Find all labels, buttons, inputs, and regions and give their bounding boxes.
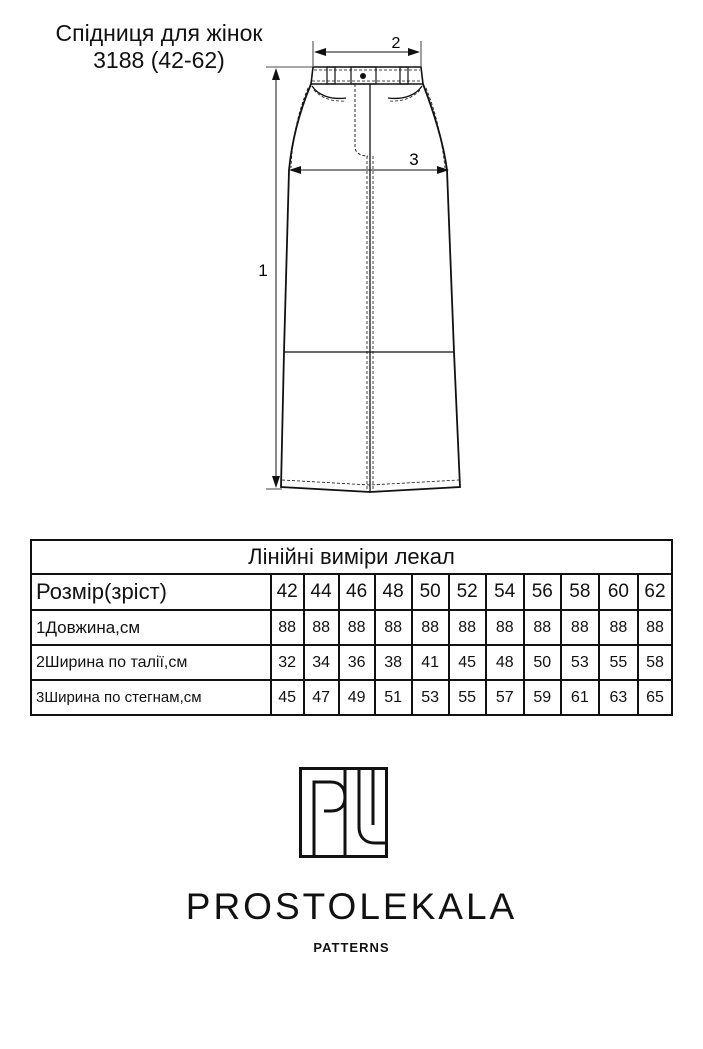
skirt-technical-drawing — [0, 0, 703, 520]
table-cell: 88 — [638, 610, 672, 645]
size-header-row — [31, 574, 672, 610]
table-cell: 45 — [271, 680, 304, 715]
table-cell: 45 — [449, 645, 486, 680]
button-icon — [360, 73, 366, 79]
table-cell: 58 — [638, 645, 672, 680]
table-cell: 88 — [524, 610, 561, 645]
table-cell: 34 — [304, 645, 339, 680]
size-cell: 58 — [561, 574, 599, 610]
product-title-line1: Спідниця для жінок — [55, 20, 263, 46]
table-cell: 51 — [375, 680, 412, 715]
size-cell: 54 — [486, 574, 524, 610]
size-cell: 56 — [524, 574, 561, 610]
size-cell: 52 — [449, 574, 486, 610]
table-cell: 41 — [412, 645, 449, 680]
table-cell: 55 — [599, 645, 638, 680]
brand-subtitle: PATTERNS — [313, 940, 390, 955]
table-cell: 88 — [304, 610, 339, 645]
size-cell: 48 — [375, 574, 412, 610]
table-cell: 88 — [412, 610, 449, 645]
table-cell: 88 — [271, 610, 304, 645]
row-label: 3Ширина по стегнам,см — [31, 680, 271, 715]
size-cell: 60 — [599, 574, 638, 610]
table-cell: 88 — [375, 610, 412, 645]
table-cell: 38 — [375, 645, 412, 680]
size-cell: 62 — [638, 574, 672, 610]
size-cell: 44 — [304, 574, 339, 610]
brand-name: PROSTOLEKALA — [185, 886, 518, 927]
table-cell: 65 — [638, 680, 672, 715]
table-cell: 57 — [486, 680, 524, 715]
row-label: 2Ширина по талії,см — [31, 645, 271, 680]
dimension-waist-label: 2 — [391, 35, 401, 52]
dimension-length-label: 1 — [258, 261, 268, 280]
table-cell: 63 — [599, 680, 638, 715]
row-label: 1Довжина,см — [31, 610, 271, 645]
table-cell: 59 — [524, 680, 561, 715]
size-cell: 42 — [271, 574, 304, 610]
table-row — [31, 610, 672, 645]
table-cell: 61 — [561, 680, 599, 715]
table-row — [31, 680, 672, 715]
table-cell: 88 — [599, 610, 638, 645]
table-cell: 47 — [304, 680, 339, 715]
table-cell: 50 — [524, 645, 561, 680]
table-cell: 55 — [449, 680, 486, 715]
table-cell: 36 — [339, 645, 375, 680]
size-header-label: Розмір(зріст) — [31, 574, 271, 610]
table-cell: 88 — [561, 610, 599, 645]
table-row — [31, 645, 672, 680]
table-cell: 49 — [339, 680, 375, 715]
table-cell: 88 — [486, 610, 524, 645]
table-cell: 53 — [412, 680, 449, 715]
table-cell: 53 — [561, 645, 599, 680]
table-cell: 48 — [486, 645, 524, 680]
table-cell: 32 — [271, 645, 304, 680]
size-cell: 46 — [339, 574, 375, 610]
brand-logo-icon — [299, 767, 389, 859]
product-title-line2: 3188 (42-62) — [93, 47, 225, 73]
skirt-waistband — [311, 67, 423, 84]
measurements-table — [30, 539, 673, 716]
dimension-hip-label: 3 — [409, 150, 419, 169]
table-cell: 88 — [339, 610, 375, 645]
table-caption: Лінійні виміри лекал — [31, 540, 672, 574]
table-cell: 88 — [449, 610, 486, 645]
size-cell: 50 — [412, 574, 449, 610]
